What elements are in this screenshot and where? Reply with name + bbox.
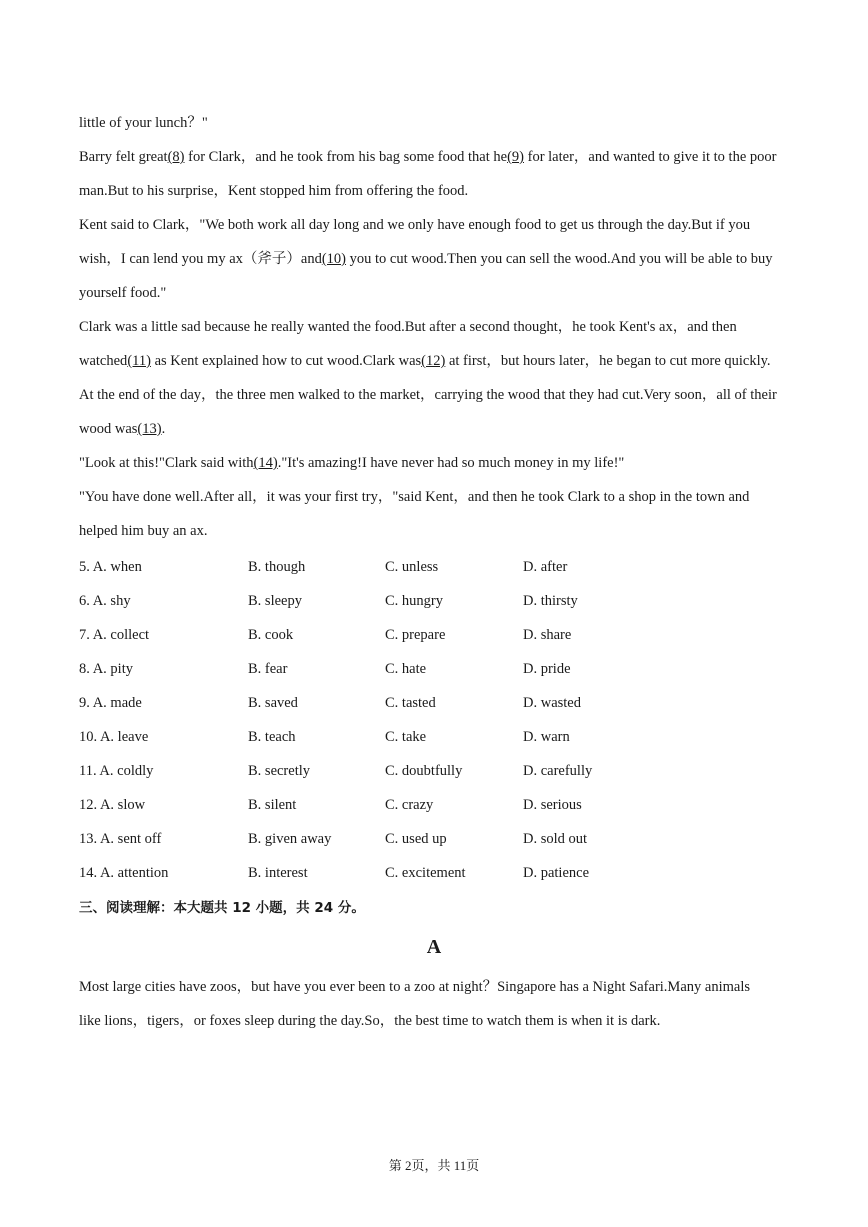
- text-run: "Look at this!"Clark said with: [79, 455, 254, 471]
- paragraph-line: [79, 244, 791, 278]
- paragraph-line: [79, 414, 791, 448]
- option-b: B. cook: [248, 627, 294, 643]
- paragraph-line: [79, 108, 791, 142]
- paragraph-line: [79, 1006, 791, 1040]
- text-run: Most large cities have zoos，but have you ever been to a zoo at night？Singapore has a Night Safari.Many animals: [79, 979, 750, 995]
- option-c: C. crazy: [385, 797, 434, 813]
- paragraph-line: [79, 482, 791, 516]
- blank-number: (11): [127, 353, 151, 369]
- question-row: [79, 552, 791, 586]
- paragraph-line: [79, 210, 791, 244]
- question-row: [79, 688, 791, 722]
- paragraph-line: [79, 380, 791, 414]
- option-c: C. used up: [385, 831, 447, 847]
- option-a: 6. A. shy: [79, 593, 131, 609]
- blank-number: (8): [167, 149, 185, 165]
- option-a: 11. A. coldly: [79, 763, 154, 779]
- option-b: B. given away: [248, 831, 332, 847]
- option-c: C. hate: [385, 661, 427, 677]
- paragraph-line: [79, 278, 791, 312]
- option-b: B. saved: [248, 695, 298, 711]
- text-run: "You have done well.After all，it was your first try，"said Kent，and then he took Clark to a shop in the town and: [79, 489, 750, 505]
- cloze-passage: [79, 108, 791, 550]
- option-b: B. teach: [248, 729, 296, 745]
- text-run: At the end of the day，the three men walked to the market，carrying the wood that they had cut.Very soon，all of their: [79, 387, 777, 403]
- blank-number: (10): [321, 251, 347, 267]
- text-run: like lions，tigers，or foxes sleep during the day.So，the best time to watch them is when it is dark.: [79, 1013, 661, 1029]
- text-run: .: [161, 421, 166, 437]
- question-row: [79, 654, 791, 688]
- part-title: A: [426, 936, 442, 958]
- option-d: D. wasted: [523, 695, 581, 711]
- option-b: B. though: [248, 559, 306, 575]
- question-row: [79, 586, 791, 620]
- option-c: C. prepare: [385, 627, 446, 643]
- option-b: B. silent: [248, 797, 297, 813]
- option-c: C. tasted: [385, 695, 436, 711]
- option-c: C. hungry: [385, 593, 443, 609]
- option-a: 5. A. when: [79, 559, 142, 575]
- text-run: watched: [79, 353, 128, 369]
- text-run: wood was: [79, 421, 138, 437]
- text-run: yourself food.": [79, 285, 167, 301]
- text-run: you to cut wood.Then you can sell the wood.And you will be able to buy: [346, 251, 773, 267]
- option-c: C. excitement: [385, 865, 466, 881]
- text-run: ."It's amazing!I have never had so much money in my life!": [277, 455, 625, 471]
- text-run: little of your lunch？": [79, 115, 208, 131]
- option-a: 8. A. pity: [79, 661, 133, 677]
- option-d: D. after: [523, 559, 568, 575]
- question-row: [79, 790, 791, 824]
- option-c: C. doubtfully: [385, 763, 463, 779]
- option-b: B. fear: [248, 661, 288, 677]
- option-a: 7. A. collect: [79, 627, 150, 643]
- option-d: D. pride: [523, 661, 571, 677]
- blank-number: (12): [421, 353, 446, 369]
- option-a: 13. A. sent off: [79, 831, 162, 847]
- paragraph-line: [79, 346, 791, 380]
- option-d: D. sold out: [523, 831, 588, 847]
- text-run: Barry felt great: [79, 149, 168, 165]
- option-b: B. secretly: [248, 763, 311, 779]
- option-d: D. serious: [523, 797, 582, 813]
- paragraph-line: [79, 972, 791, 1006]
- text-run: man.But to his surprise，Kent stopped him from offering the food.: [79, 183, 469, 199]
- text-run: wish，I can lend you my ax（斧子）and: [79, 251, 322, 267]
- option-c: C. unless: [385, 559, 439, 575]
- option-b: B. sleepy: [248, 593, 302, 609]
- reading-passage: [79, 972, 791, 1040]
- blank-number: (9): [507, 149, 524, 165]
- question-row: [79, 620, 791, 654]
- paragraph-line: [79, 142, 791, 176]
- paragraph-line: [79, 176, 791, 210]
- option-a: 12. A. slow: [79, 797, 146, 813]
- option-a: 9. A. made: [79, 695, 142, 711]
- blank-number: (13): [137, 421, 162, 437]
- text-run: helped him buy an ax.: [79, 523, 208, 539]
- section-heading: 三、阅读理解：本大题共 12 小题，共 24 分。: [79, 900, 365, 916]
- text-run: Clark was a little sad because he really wanted the food.But after a second thought，he took Kent's ax，and then: [79, 319, 737, 335]
- option-a: 14. A. attention: [79, 865, 169, 881]
- paragraph-line: [79, 516, 791, 550]
- text-run: Kent said to Clark，"We both work all day long and we only have enough food to get us through the day.But if you: [79, 217, 751, 233]
- option-d: D. share: [523, 627, 572, 643]
- option-d: D. patience: [523, 865, 590, 881]
- blank-number: (14): [253, 455, 278, 471]
- question-row: [79, 756, 791, 790]
- answer-options: [79, 552, 791, 892]
- paragraph-line: [79, 448, 791, 482]
- option-d: D. thirsty: [523, 593, 578, 609]
- text-run: at first，but hours later，he began to cut more quickly.: [445, 353, 771, 369]
- page-footer: 第 2页，共 11页: [388, 1158, 480, 1173]
- option-c: C. take: [385, 729, 427, 745]
- text-run: for Clark，and he took from his bag some food that he: [184, 149, 508, 165]
- text-run: as Kent explained how to cut wood.Clark was: [150, 353, 422, 369]
- option-a: 10. A. leave: [79, 729, 149, 745]
- text-run: for later，and wanted to give it to the poor: [523, 149, 777, 165]
- paragraph-line: [79, 312, 791, 346]
- question-row: [79, 722, 791, 756]
- option-b: B. interest: [248, 865, 308, 881]
- option-d: D. carefully: [523, 763, 593, 779]
- question-row: [79, 858, 791, 892]
- question-row: [79, 824, 791, 858]
- option-d: D. warn: [523, 729, 570, 745]
